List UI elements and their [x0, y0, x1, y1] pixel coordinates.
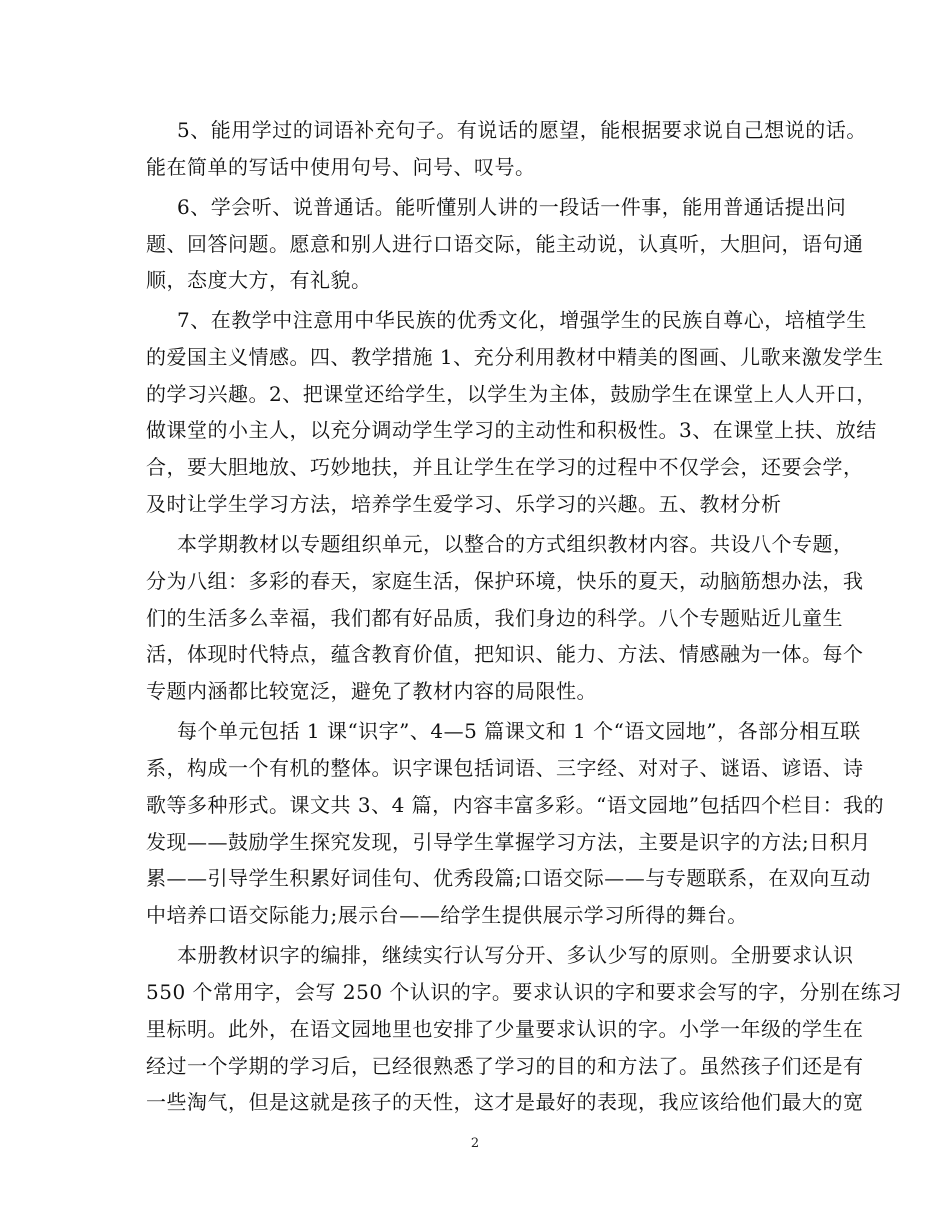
text-line: 的爱国主义情感。四、教学措施 1、充分利用教材中精美的图画、儿歌来激发学生 [146, 345, 884, 369]
text-line: 累——引导学生积累好词佳句、优秀段篇;口语交际——与专题联系，在双向互动 [146, 866, 871, 890]
text-line: 发现——鼓励学生探究发现，引导学生掌握学习方法，主要是识字的方法;日积月 [146, 830, 871, 854]
text-line: 合，要大胆地放、巧妙地扶，并且让学生在学习的过程中不仅学会，还要会学， [146, 455, 864, 479]
text-line: 的学习兴趣。2、把课堂还给学生，以学生为主体，鼓励学生在课堂上人人开口， [146, 382, 877, 406]
text-line: 们的生活多么幸福，我们都有好品质，我们身边的科学。八个专题贴近儿童生 [146, 606, 843, 630]
text-line: 一些淘气，但是这就是孩子的天性，这才是最好的表现，我应该给他们最大的宽 [146, 1090, 864, 1114]
text-line: 7、在教学中注意用中华民族的优秀文化，增强学生的民族自尊心，培植学生 [177, 308, 867, 332]
text-line: 及时让学生学习方法，培养学生爱学习、乐学习的兴趣。五、教材分析 [146, 492, 782, 516]
text-line: 能在简单的写话中使用句号、问号、叹号。 [146, 155, 536, 179]
text-line: 里标明。此外，在语文园地里也安排了少量要求认识的字。小学一年级的学生在 [146, 1017, 864, 1041]
text-line: 系，构成一个有机的整体。识字课包括词语、三字经、对对子、谜语、谚语、诗 [146, 756, 864, 780]
text-line: 本册教材识字的编排，继续实行认写分开、多认少写的原则。全册要求认识 [177, 943, 854, 967]
text-line: 做课堂的小主人，以充分调动学生学习的主动性和积极性。3、在课堂上扶、放结 [146, 418, 877, 442]
text-line: 活，体现时代特点，蕴含教育价值，把知识、能力、方法、情感融为一体。每个 [146, 642, 864, 666]
text-line: 经过一个学期的学习后，已经很熟悉了学习的目的和方法了。虽然孩子们还是有 [146, 1054, 864, 1078]
text-line: 顺，态度大方，有礼貌。 [146, 268, 372, 292]
text-line: 5、能用学过的词语补充句子。有说话的愿望，能根据要求说自己想说的话。 [177, 118, 867, 142]
text-line: 每个单元包括 1 课“识字”、4—5 篇课文和 1 个“语文园地”，各部分相互联 [177, 719, 861, 743]
text-line: 550 个常用字，会写 250 个认识的字。要求认识的字和要求会写的字，分别在练习 [146, 980, 902, 1004]
text-line: 中培养口语交际能力;展示台——给学生提供展示学习所得的舞台。 [146, 903, 748, 927]
text-line: 歌等多种形式。课文共 3、4 篇，内容丰富多彩。“语文园地”包括四个栏目：我的 [146, 793, 885, 817]
text-line: 题、回答问题。愿意和别人进行口语交际，能主动说，认真听，大胆问，语句通 [146, 232, 864, 256]
text-line: 分为八组：多彩的春天，家庭生活，保护环境，快乐的夏天，动脑筋想办法，我 [146, 569, 864, 593]
text-line: 本学期教材以专题组织单元，以整合的方式组织教材内容。共设八个专题， [177, 532, 854, 556]
text-line: 6、学会听、说普通话。能听懂别人讲的一段话一件事，能用普通话提出问 [177, 195, 847, 219]
text-line: 专题内涵都比较宽泛，避免了教材内容的局限性。 [146, 679, 597, 703]
page-number: 2 [470, 1136, 480, 1151]
